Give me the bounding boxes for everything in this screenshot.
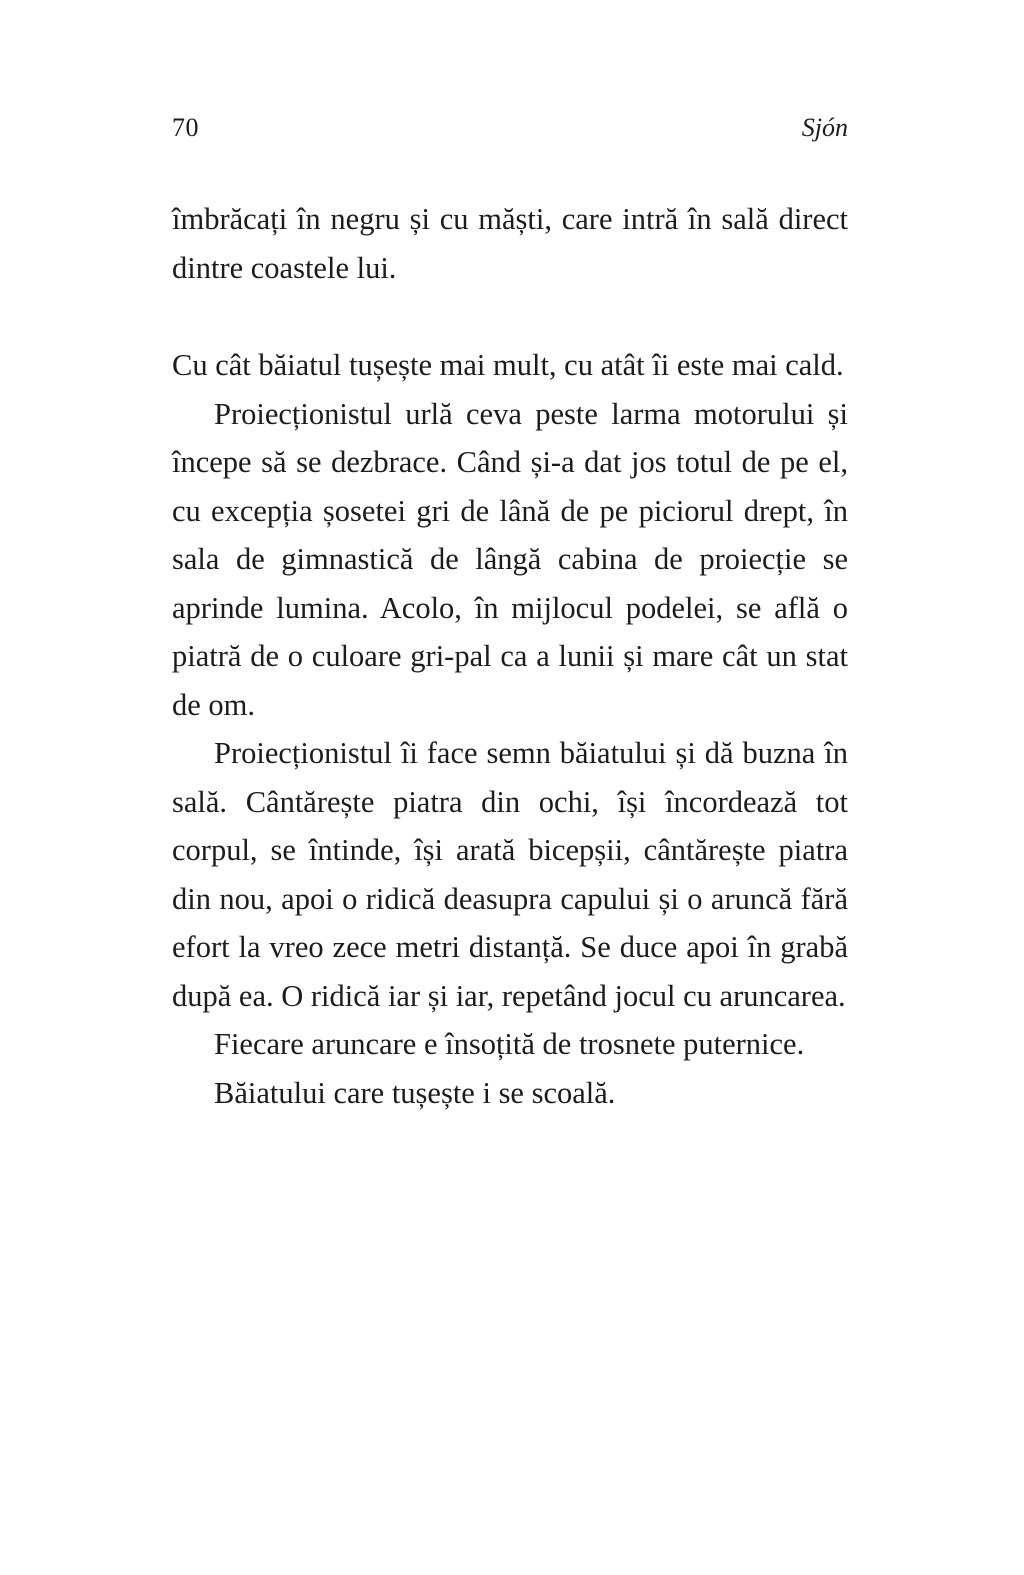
running-head-author: Sjón <box>801 113 848 142</box>
running-header <box>172 112 848 143</box>
page-number: 70 <box>172 113 199 142</box>
paragraph: Băiatului care tușește i se scoală. <box>214 1075 616 1110</box>
paragraph: Proiecționistul urlă ceva peste larma motorului și începe să se dezbrace. Când și-a dat jos totul de pe el, cu excepția șosetei gri de lână de pe piciorul drept, în sala de gimnastică de lângă cabina de proiecție se aprinde lumina. Acolo, în mijlocul podelei, se află o piatră de o culoare gri-pal ca a lunii și mare cât un stat de om. <box>172 396 848 722</box>
paragraph: Cu cât băiatul tușește mai mult, cu atât îi este mai cald. <box>172 348 844 383</box>
paragraph: Proiecționistul îi face semn băiatului și dă buzna în sală. Cântărește piatra din ochi, își încordează tot corpul, se întinde, își arată bicepșii, cântărește piatra din nou, apoi o ridică deasupra capului și o aruncă fără efort la vreo zece metri distanță. Se duce apoi în grabă după ea. O ridică iar și iar, repetând jocul cu aruncarea. <box>172 736 848 1013</box>
body-text <box>172 195 848 1117</box>
paragraph: îmbrăcați în negru și cu măști, care intră în sală direct dintre coastele lui. <box>172 202 848 285</box>
paragraph: Fiecare aruncare e însoțită de trosnete puternice. <box>214 1027 805 1062</box>
